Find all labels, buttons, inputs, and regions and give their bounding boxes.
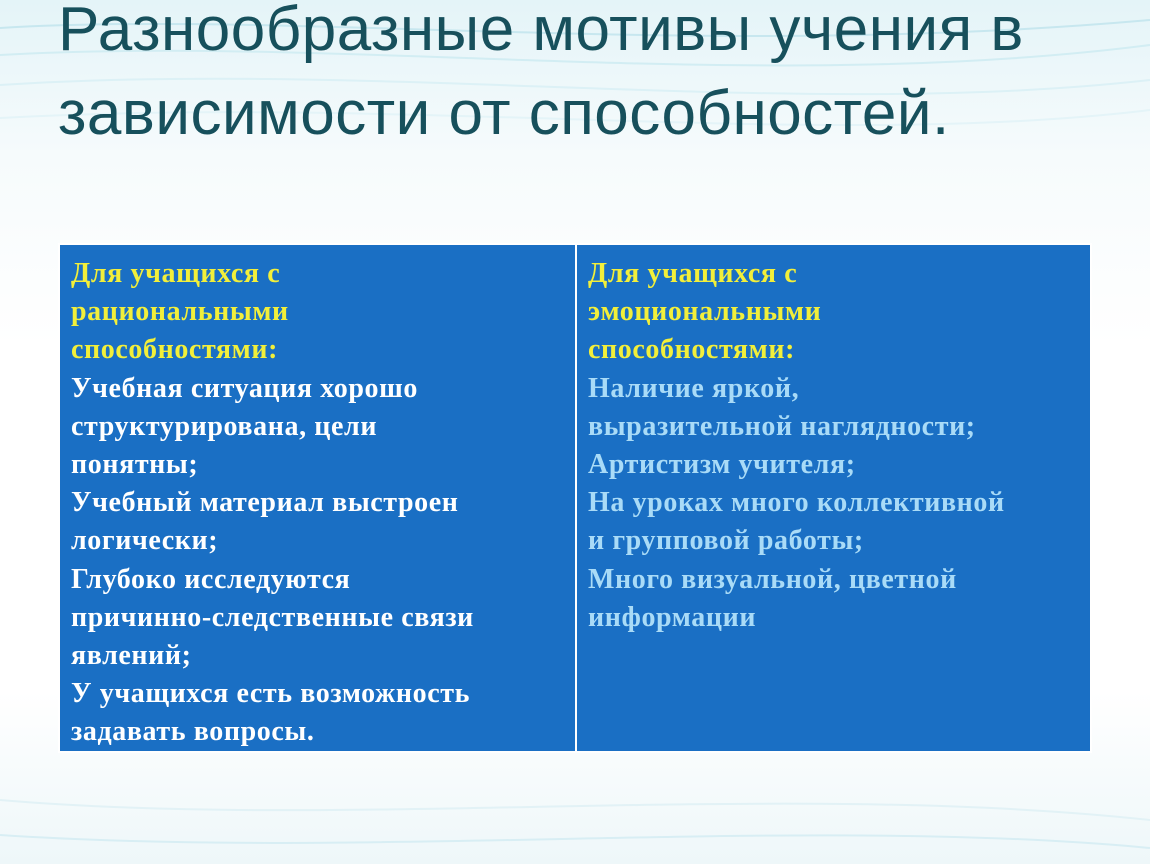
- emotional-body-line: выразительной наглядности;: [588, 410, 976, 442]
- rational-body-line: причинно-следственные связи: [71, 601, 474, 633]
- rational-column: [60, 245, 577, 751]
- emotional-body-line: Наличие яркой,: [588, 372, 800, 404]
- rational-header-line: способностями:: [71, 334, 279, 366]
- emotional-header-line: эмоциональными: [588, 296, 822, 328]
- rational-body-line: Глубоко исследуются: [71, 563, 351, 595]
- emotional-body-line: На уроках много коллективной: [588, 487, 1005, 519]
- rational-body-line: У учащихся есть возможность: [71, 678, 471, 710]
- slide-title: [58, 0, 1118, 156]
- rational-body-line: явлений;: [71, 640, 192, 672]
- emotional-header-line: Для учащихся с: [588, 258, 798, 289]
- rational-header-line: Для учащихся с: [71, 258, 281, 289]
- rational-header-line: рациональными: [71, 296, 289, 328]
- title-line: зависимости от способностей.: [58, 79, 950, 148]
- rational-body-line: задавать вопросы.: [71, 716, 315, 748]
- emotional-header-line: способностями:: [588, 334, 796, 366]
- emotional-body-line: информации: [588, 601, 757, 633]
- emotional-body-line: Артистизм учителя;: [588, 449, 856, 481]
- rational-body-line: Учебный материал выстроен: [71, 487, 459, 519]
- rational-body-line: понятны;: [71, 449, 199, 481]
- emotional-body-line: Много визуальной, цветной: [588, 563, 957, 595]
- comparison-table: [58, 243, 1092, 753]
- emotional-body-line: и групповой работы;: [588, 525, 864, 557]
- emotional-column: [577, 245, 1090, 751]
- title-line: Разнообразные мотивы учения в: [58, 0, 1024, 64]
- rational-body-line: Учебная ситуация хорошо: [71, 372, 418, 404]
- rational-body-line: структурирована, цели: [71, 410, 378, 442]
- rational-body-line: логически;: [71, 525, 219, 557]
